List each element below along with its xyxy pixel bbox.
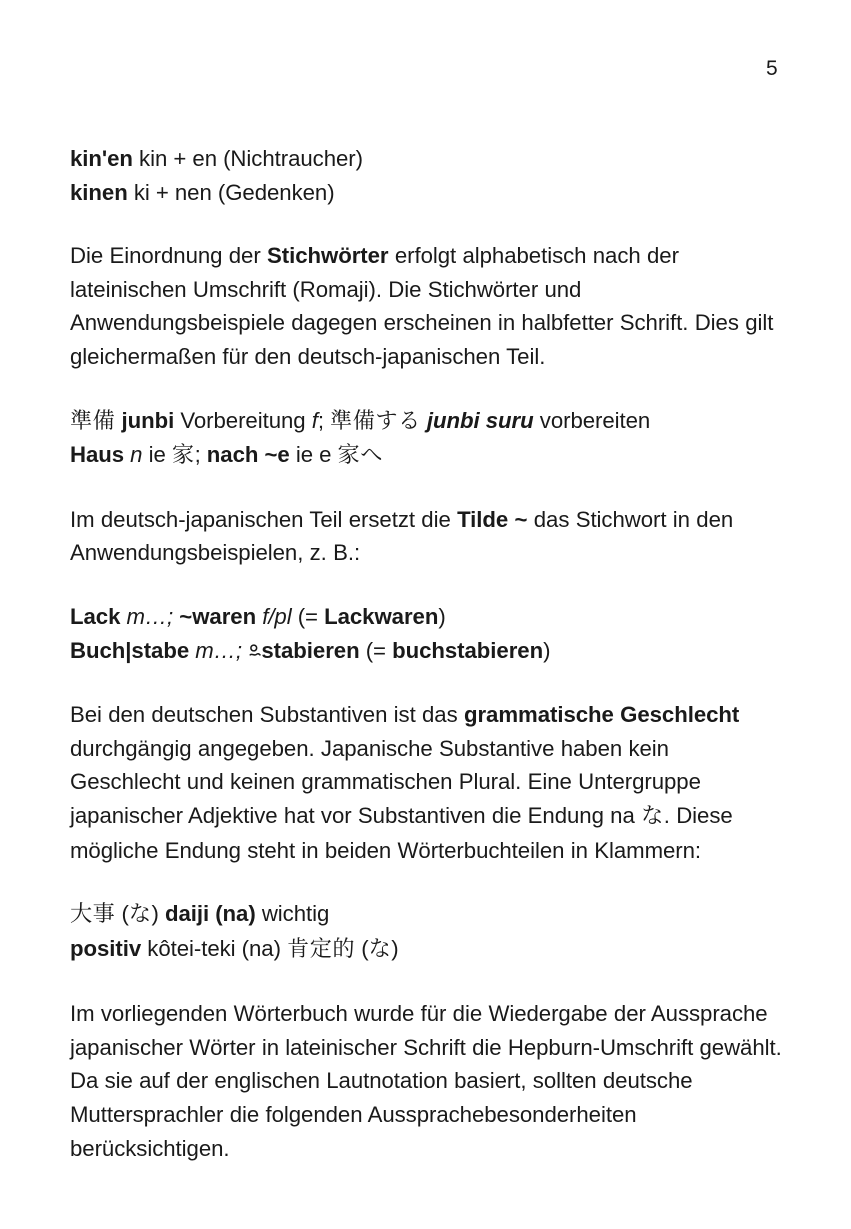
spacer bbox=[70, 209, 782, 239]
japanese-ie-e: 家へ bbox=[337, 442, 383, 469]
paragraph-tilde bbox=[70, 503, 782, 570]
gender-marker-m-ellipsis: m…; bbox=[120, 603, 174, 629]
gloss-vorbereiten: vorbereiten bbox=[533, 407, 651, 433]
para-einordnung-bold-stichwoerter: Stichwörter bbox=[267, 243, 389, 269]
entry-junbi-line bbox=[70, 404, 782, 439]
headword-haus: Haus bbox=[70, 442, 125, 468]
page-content bbox=[70, 142, 782, 1165]
close-paren: ) bbox=[543, 637, 551, 663]
headword-kinen: kinen bbox=[70, 179, 128, 205]
headword-buchstabe: Buch|stabe bbox=[70, 637, 190, 663]
entry-haus-line bbox=[70, 438, 782, 473]
gloss-wichtig: wichtig bbox=[255, 901, 330, 927]
gender-marker-m-ellipsis: m…; bbox=[189, 637, 242, 663]
headword-positiv: positiv bbox=[70, 935, 142, 961]
example-tilde-waren: ~waren bbox=[173, 603, 257, 629]
entry-daiji-positiv bbox=[70, 897, 782, 966]
entry-kinen-line-2-rest: ki + nen (Gedenken) bbox=[127, 179, 335, 205]
para-geschlecht-seg-1: Bei den deutschen Substantiven ist das bbox=[70, 702, 464, 728]
equals-open-paren: (= bbox=[291, 603, 325, 629]
entry-kinen-line-1 bbox=[70, 142, 782, 176]
para-geschlecht-bold: grammatische Geschlecht bbox=[463, 702, 740, 728]
example-nach-tilde-e: nach ~e bbox=[206, 442, 290, 468]
entry-kinen bbox=[70, 142, 782, 209]
japanese-na-kana: な bbox=[641, 802, 664, 829]
entry-kinen-line-2 bbox=[70, 176, 782, 210]
expansion-lackwaren: Lackwaren bbox=[324, 603, 439, 629]
gender-marker-f: f bbox=[311, 407, 318, 433]
spacer bbox=[70, 473, 782, 503]
para-einordnung-seg-1: Die Einordnung der bbox=[70, 243, 267, 269]
japanese-na-kana: な bbox=[368, 935, 392, 962]
japanese-daiji: 大事 bbox=[70, 901, 116, 928]
paragraph-geschlecht bbox=[70, 698, 782, 867]
japanese-ie: 家 bbox=[171, 442, 195, 469]
entry-positiv-line bbox=[70, 932, 782, 967]
spacer bbox=[70, 570, 782, 600]
japanese-na-kana: な bbox=[128, 901, 152, 928]
gloss-vorbereitung: Vorbereitung bbox=[174, 407, 312, 433]
entry-lack-buchstabe bbox=[70, 600, 782, 667]
separator-semicolon: ; bbox=[194, 442, 207, 468]
romaji-ie-e: ie e bbox=[289, 442, 338, 468]
entry-kinen-line-1-rest: kin + en (Nichtraucher) bbox=[132, 146, 363, 171]
swash-repeat-icon bbox=[248, 635, 261, 657]
romaji-junbi-suru: junbi suru bbox=[420, 407, 534, 433]
para-geschlecht-seg-3: . Diese mögliche Endung steht in beiden Wörterbuchteilen in Klammern: bbox=[70, 802, 733, 863]
para-tilde-seg-1: Im deutsch-japanischen Teil ersetzt die bbox=[70, 506, 458, 532]
japanese-koteiteki: 肯定的 bbox=[287, 935, 356, 962]
romaji-junbi: junbi bbox=[115, 407, 175, 433]
paragraph-einordnung bbox=[70, 239, 782, 373]
open-paren: ( bbox=[115, 901, 129, 927]
entry-daiji-line bbox=[70, 897, 782, 932]
romaji-ie: ie bbox=[142, 442, 172, 468]
japanese-junbi-suru: 準備する bbox=[330, 407, 421, 434]
page-number: 5 bbox=[766, 57, 778, 80]
para-tilde-bold-tilde: Tilde ~ bbox=[457, 506, 528, 532]
spacer bbox=[70, 867, 782, 897]
paragraph-hepburn: Im vorliegenden Wörterbuch wurde für die Wiedergabe der Aussprache japanischer Wörter in lateinischer Schrift die Hepburn-Umschrift gewählt. Da sie auf der englischen Lautnotation basiert, sollten deutsche Muttersprachler die folgenden Aussprachebesonderheiten berücksichtigen. bbox=[70, 1001, 782, 1161]
close-paren: ) bbox=[391, 935, 399, 961]
romaji-daiji-na: daiji (na) bbox=[164, 901, 256, 927]
gender-marker-n: n bbox=[124, 442, 143, 468]
close-paren: ) bbox=[151, 901, 165, 927]
spacer bbox=[70, 966, 782, 997]
headword-lack: Lack bbox=[70, 603, 121, 629]
open-paren: ( bbox=[355, 935, 369, 961]
entry-buchstabe-line bbox=[70, 634, 782, 668]
para-einordnung-seg-2: erfolgt alphabetisch nach der lateinischen Umschrift (Romaji). Die Stichwörter und Anwendungsbeispiele dagegen erscheinen in halbfetter Schrift. Dies gilt gleichermaßen für den deutsch-japanischen Teil. bbox=[70, 243, 774, 369]
romaji-kotei-teki-na: kôtei-teki (na) bbox=[141, 935, 288, 961]
close-paren: ) bbox=[438, 603, 446, 629]
separator-semicolon: ; bbox=[317, 407, 331, 433]
example-stabieren: stabieren bbox=[261, 637, 360, 663]
spacer bbox=[70, 667, 782, 698]
equals-open-paren: (= bbox=[359, 637, 393, 663]
spacer bbox=[70, 374, 782, 404]
gender-marker-f-pl: f/pl bbox=[256, 603, 292, 629]
headword-kinen-apostrophe: kin'en bbox=[70, 146, 133, 171]
japanese-junbi: 準備 bbox=[70, 407, 116, 434]
expansion-buchstabieren: buchstabieren bbox=[392, 637, 544, 663]
entry-lack-line bbox=[70, 600, 782, 634]
para-tilde-seg-2: das Stichwort in den Anwendungsbeispielen, z. B.: bbox=[70, 506, 734, 566]
entry-junbi-haus bbox=[70, 404, 782, 473]
para-geschlecht-seg-2: durchgängig angegeben. Japanische Substantive haben kein Geschlecht und keinen grammatischen Plural. Eine Untergruppe japanischer Adjektive hat vor Substantiven die Endung na bbox=[70, 735, 701, 828]
